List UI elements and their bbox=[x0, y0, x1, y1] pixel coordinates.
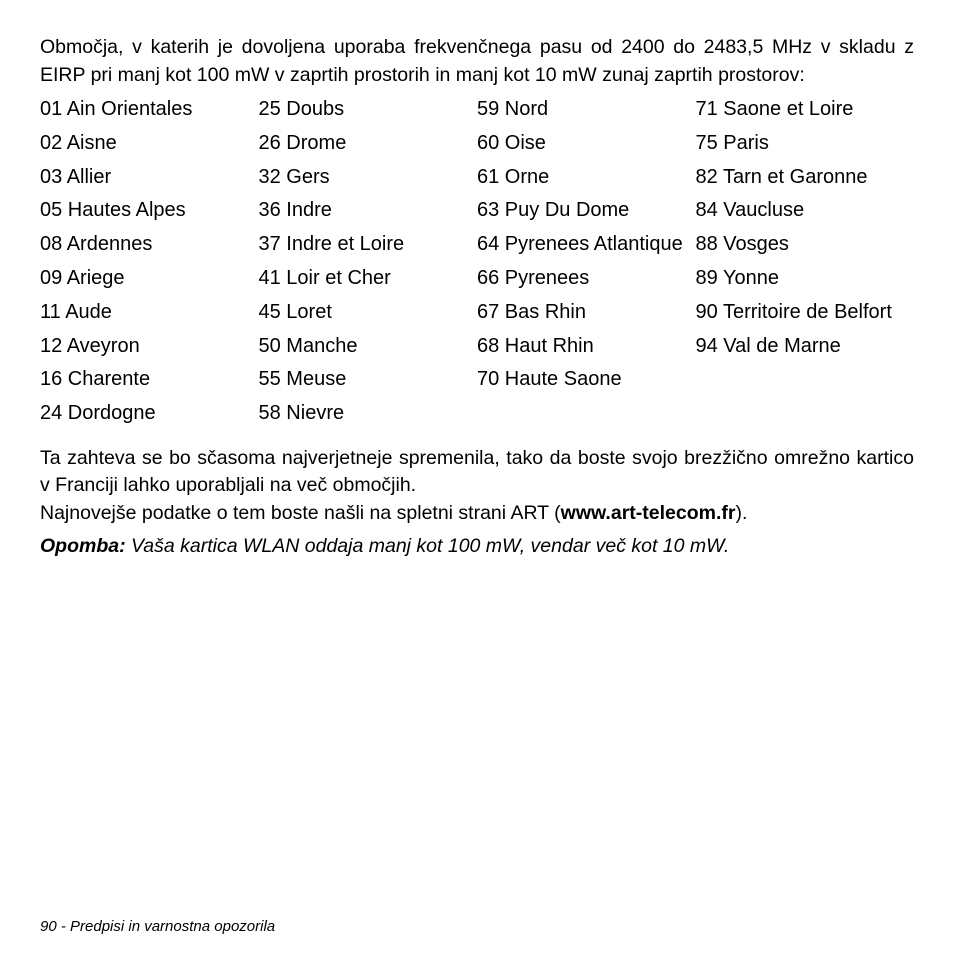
list-item: 84 Vaucluse bbox=[695, 199, 805, 222]
list-item: 32 Gers bbox=[258, 165, 330, 188]
department-column-1 bbox=[40, 95, 259, 433]
list-item: 12 Aveyron bbox=[40, 334, 140, 357]
list-item: 94 Val de Marne bbox=[695, 334, 841, 357]
note-paragraph bbox=[40, 533, 914, 561]
department-column-3 bbox=[477, 95, 696, 433]
list-item: 55 Meuse bbox=[258, 368, 347, 391]
list-item: 37 Indre et Loire bbox=[258, 233, 405, 256]
list-item: 41 Loir et Cher bbox=[258, 266, 391, 289]
page-footer: 90 - Predpisi in varnostna opozorila bbox=[40, 918, 276, 935]
list-item: 50 Manche bbox=[258, 334, 358, 357]
page-body bbox=[40, 34, 914, 580]
more-info-suffix: ). bbox=[735, 501, 748, 524]
list-item: 08 Ardennes bbox=[40, 233, 153, 256]
list-item: 25 Doubs bbox=[258, 98, 345, 120]
list-item: 02 Aisne bbox=[40, 131, 117, 154]
note-text: Vaša kartica WLAN oddaja manj kot 100 mW, vendar več kot 10 mW. bbox=[125, 535, 730, 558]
list-item: 63 Puy Du Dome bbox=[477, 199, 630, 222]
list-item: 66 Pyrenees bbox=[477, 266, 590, 289]
department-column-2 bbox=[259, 95, 478, 433]
list-item: 59 Nord bbox=[477, 98, 549, 120]
list-item: 71 Saone et Loire bbox=[695, 98, 854, 120]
list-item: 05 Hautes Alpes bbox=[40, 199, 186, 222]
department-list bbox=[40, 95, 914, 433]
list-item: 90 Territoire de Belfort bbox=[695, 300, 892, 323]
list-item: 89 Yonne bbox=[695, 266, 779, 289]
list-item: 26 Drome bbox=[258, 131, 347, 154]
list-item: 60 Oise bbox=[477, 131, 546, 154]
list-item: 01 Ain Orientales bbox=[40, 98, 193, 120]
list-item: 67 Bas Rhin bbox=[477, 300, 586, 323]
list-item: 09 Ariege bbox=[40, 266, 125, 289]
list-item: 45 Loret bbox=[258, 300, 332, 323]
art-telecom-link[interactable]: www.art-telecom.fr bbox=[560, 501, 736, 524]
list-item: 82 Tarn et Garonne bbox=[695, 165, 868, 188]
list-item: 88 Vosges bbox=[695, 233, 789, 256]
list-item: 64 Pyrenees Atlantique bbox=[477, 233, 683, 256]
list-item: 70 Haute Saone bbox=[477, 368, 622, 391]
list-item: 11 Aude bbox=[40, 300, 112, 323]
list-item: 36 Indre bbox=[258, 199, 332, 222]
list-item: 75 Paris bbox=[695, 131, 769, 154]
regulation-change-paragraph: Ta zahteva se bo sčasoma najverjetneje spremenila, tako da boste svojo brezžično omrežno kartico v Franciji lahko uporabljali na več območjih. bbox=[40, 446, 914, 497]
list-item: 58 Nievre bbox=[258, 402, 345, 425]
note-label: Opomba: bbox=[40, 535, 126, 558]
department-column-4 bbox=[696, 95, 915, 433]
more-info-prefix: Najnovejše podatke o tem boste našli na spletni strani ART ( bbox=[40, 501, 561, 524]
list-item: 24 Dordogne bbox=[40, 402, 156, 425]
intro-paragraph: Območja, v katerih je dovoljena uporaba frekvenčnega pasu od 2400 do 2483,5 MHz v skladu z EIRP pri manj kot 100 mW v zaprtih prostorih in manj kot 10 mW zunaj zaprtih prostorov: bbox=[40, 36, 914, 86]
list-item: 61 Orne bbox=[477, 165, 550, 188]
more-info-paragraph bbox=[40, 500, 914, 528]
list-item: 16 Charente bbox=[40, 368, 151, 391]
list-item: 03 Allier bbox=[40, 165, 112, 188]
list-item: 68 Haut Rhin bbox=[477, 334, 594, 357]
